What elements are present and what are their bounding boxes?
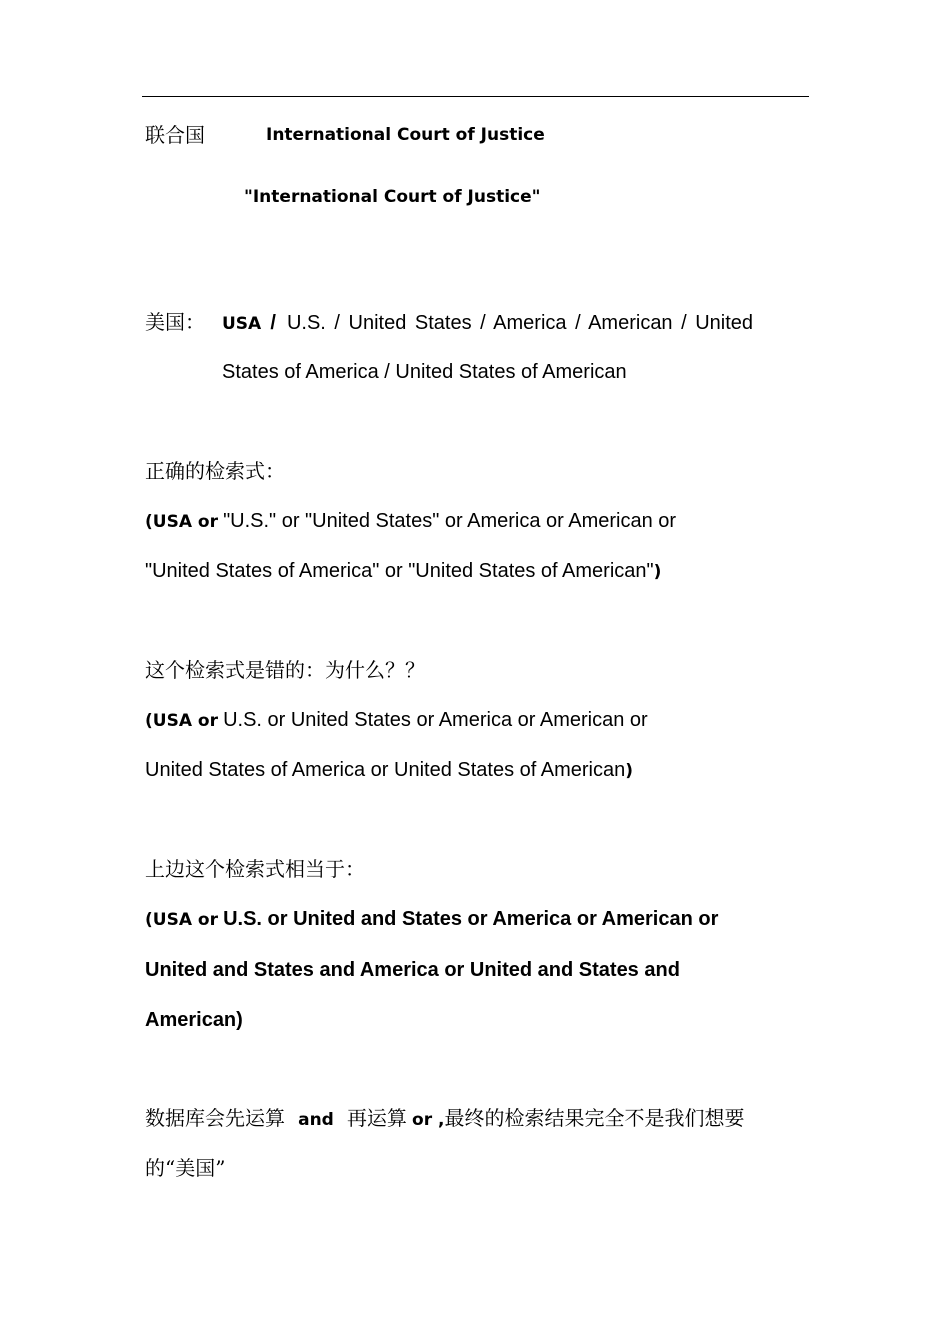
- usa-synonyms-rest: U.S. / United States / America / American / United: [286, 312, 754, 334]
- un-label: 联合国: [145, 123, 205, 147]
- equivalent-query-prefix: (USA or: [145, 910, 218, 930]
- equivalent-query-rest: U.S. or United and States or America or American or: [223, 908, 719, 930]
- conclusion-part-1: 数据库会先运算: [145, 1106, 285, 1130]
- correct-query-close: ): [653, 562, 662, 582]
- wrong-query-prefix: (USA or: [145, 711, 218, 731]
- wrong-query-line-1: [145, 710, 648, 730]
- un-english-name: International Court of Justice: [266, 125, 545, 145]
- un-quoted-name: "International Court of Justice": [244, 187, 541, 207]
- correct-query-line-1: [145, 511, 676, 531]
- conclusion-or: or ,: [412, 1110, 445, 1130]
- conclusion-line-1: [145, 1108, 744, 1129]
- correct-query-rest: "U.S." or "United States" or America or American or: [223, 510, 677, 532]
- conclusion-part-3: 最终的检索结果完全不是我们想要: [444, 1106, 745, 1130]
- wrong-query-line-2: [145, 760, 633, 780]
- wrong-heading: 这个检索式是错的：为什么？？: [145, 658, 425, 682]
- usa-synonyms-line-1: [222, 313, 753, 333]
- correct-query-line-2-text: "United States of America" or "United States of American": [145, 560, 654, 582]
- correct-query-prefix: (USA or: [145, 512, 218, 532]
- usa-label: 美国：: [145, 310, 205, 334]
- usa-synonyms-line-2: States of America / United States of American: [222, 361, 627, 383]
- wrong-query-close: ): [625, 761, 634, 781]
- wrong-query-rest: U.S. or United States or America or American or: [223, 709, 648, 731]
- wrong-query-line-2-text: United States of America or United States of American: [145, 759, 626, 781]
- header-rule: [142, 96, 809, 97]
- equivalent-query-line-1: [145, 909, 718, 929]
- usa-term: USA: [222, 314, 262, 334]
- equivalent-query-line-3: American): [145, 1009, 243, 1031]
- correct-heading: 正确的检索式：: [145, 459, 285, 483]
- conclusion-and: and: [298, 1110, 334, 1130]
- equivalent-heading: 上边这个检索式相当于：: [145, 857, 365, 881]
- usa-slash: /: [270, 312, 276, 334]
- equivalent-query-line-2: United and States and America or United and States and: [145, 959, 680, 981]
- correct-query-line-2: [145, 561, 661, 581]
- conclusion-line-2: 的“美国”: [145, 1156, 226, 1180]
- conclusion-part-2: 再运算: [346, 1106, 407, 1130]
